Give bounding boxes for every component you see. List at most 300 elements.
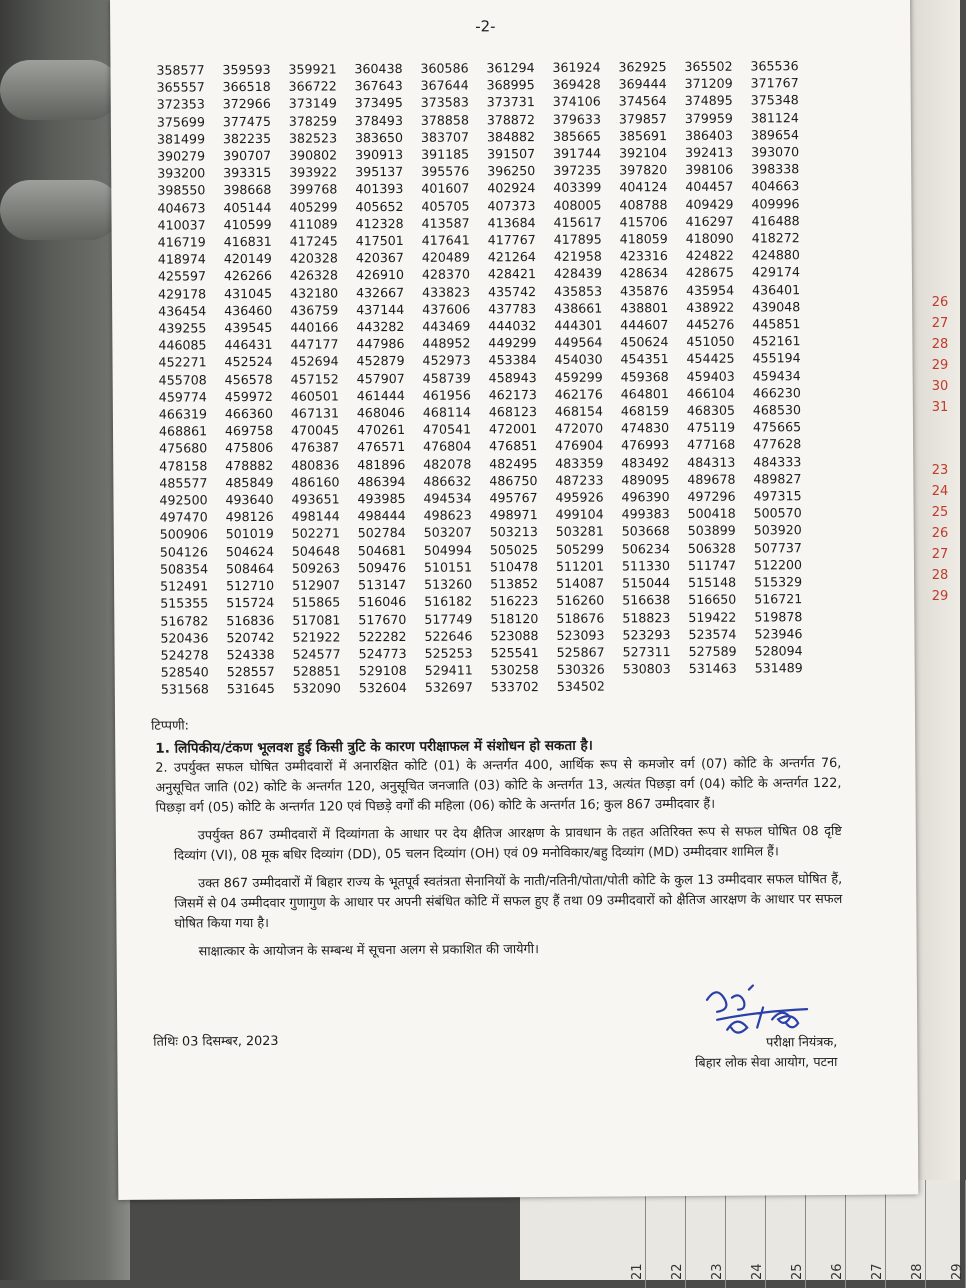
roll-number: 402924	[487, 180, 536, 196]
roll-number: 459774	[158, 389, 207, 405]
roll-number: 507737	[753, 539, 802, 556]
roll-number: 398668	[223, 182, 272, 198]
roll-number: 359593	[222, 61, 271, 78]
roll-number: 498971	[489, 507, 538, 523]
roll-number: 517670	[358, 611, 407, 627]
roll-number: 426328	[289, 267, 339, 284]
roll-number: 484333	[753, 453, 802, 470]
roll-number: 515148	[688, 574, 737, 591]
roll-number: 412328	[355, 215, 404, 232]
calendar-date: 26	[931, 295, 949, 310]
roll-number: 438922	[686, 299, 735, 315]
roll-number: 509263	[291, 560, 341, 576]
note-paragraph-freedom-fighter: उक्त 867 उम्मीदवारों में बिहार राज्य के भूतपूर्व स्वतंत्रता सेनानियों के नाती/नतिनी/पोता/पोती कोटि के कुल 13 उम्मीदवार सफल घोषित हैं, जिसमें से 04 उम्मीदवार गुणागुण के आधार पर अपनी संबंधित कोटि में सफल हुए हैं तथा 09 उम्मीदवारों को क्षैतिज आरक्षण के आधार पर सफल घोषित किया गया है।	[174, 871, 843, 932]
roll-number: 393070	[751, 144, 800, 160]
roll-number: 391185	[421, 146, 470, 162]
roll-number: 527311	[622, 644, 671, 660]
roll-number: 417501	[355, 232, 404, 249]
roll-number: 408788	[619, 196, 668, 213]
calendar-date: 25	[790, 1180, 806, 1288]
roll-number: 405144	[223, 199, 272, 215]
roll-number: 404673	[157, 199, 206, 216]
roll-number: 516721	[754, 591, 803, 607]
roll-number: 530326	[556, 661, 605, 678]
roll-number: 531463	[688, 660, 737, 677]
roll-number: 524338	[226, 646, 275, 663]
roll-number: 374564	[618, 93, 667, 109]
roll-number: 369428	[552, 76, 601, 93]
roll-number: 444607	[620, 317, 669, 333]
roll-number: 515865	[292, 594, 341, 611]
roll-number: 493640	[225, 491, 274, 508]
roll-number: 462176	[554, 386, 603, 402]
roll-number: 365557	[156, 79, 205, 95]
calendar-date: 24	[750, 1180, 766, 1288]
roll-number: 435853	[553, 283, 603, 299]
roll-number: 405299	[289, 199, 338, 215]
roll-number: 452271	[158, 354, 207, 371]
roll-number: 397235	[553, 162, 602, 179]
roll-number: 524773	[358, 645, 407, 662]
roll-number: 408005	[553, 197, 602, 213]
roll-number: 498623	[423, 507, 472, 524]
roll-number: 382523	[288, 130, 338, 146]
roll-number: 409996	[751, 195, 800, 212]
roll-number: 361294	[486, 60, 535, 76]
roll-number: 415706	[619, 213, 668, 230]
note-2: 2. उपर्युक्त सफल घोषित उम्मीदवारों में अनारक्षित कोटि (01) के अन्तर्गत 400, आर्थिक रूप से कमजोर वर्ग (07) कोटि के अन्तर्गत 76, अनुसूचित जाति (02) कोटि के अन्तर्गत 120, अनुसूचित जनजाति (03) कोटि के अन्तर्गत 13, अत्यंत पिछड़ा वर्ग (04) कोटि के अन्तर्गत 122, पिछड़ा वर्ग (05) कोटि के अन्तर्गत 120 एवं पिछड़े वर्गों की महिला (06) कोटि के अन्तर्गत 16; कुल 867 उम्मीदवार हैं।	[155, 755, 842, 816]
roll-number: 359921	[288, 61, 337, 77]
roll-number: 461956	[422, 387, 471, 403]
roll-number: 405705	[421, 198, 470, 214]
roll-number: 431045	[223, 285, 273, 301]
roll-number: 361924	[552, 59, 601, 75]
page-number: -2-	[475, 17, 496, 36]
roll-number: 483359	[555, 455, 604, 471]
roll-number: 418090	[685, 230, 734, 247]
roll-number: 504126	[159, 544, 208, 560]
roll-number: 468530	[752, 402, 802, 418]
roll-number: 505025	[489, 541, 538, 558]
roll-number: 360438	[354, 60, 403, 77]
roll-number: 374895	[684, 93, 733, 109]
roll-number: 396250	[487, 163, 536, 179]
roll-number: 513147	[358, 577, 407, 593]
roll-number: 519422	[688, 609, 737, 625]
roll-number: 524577	[292, 646, 341, 662]
roll-number: 466230	[752, 385, 801, 401]
roll-number: 450624	[620, 334, 669, 350]
roll-number: 421264	[487, 249, 536, 265]
roll-number: 405652	[355, 198, 404, 214]
roll-number: 468305	[686, 402, 736, 419]
roll-number: 417767	[487, 232, 536, 248]
roll-number: 494534	[423, 490, 472, 506]
roll-number: 516223	[490, 593, 539, 609]
roll-number: 499383	[621, 506, 670, 522]
roll-number: 368995	[486, 77, 535, 93]
roll-number: 512710	[226, 577, 275, 594]
roll-number: 428439	[553, 266, 603, 282]
roll-number: 513260	[424, 576, 473, 592]
roll-number: 413587	[421, 215, 470, 231]
roll-number: 516782	[160, 612, 209, 629]
roll-number: 466319	[158, 406, 208, 422]
roll-number: 459434	[752, 367, 801, 384]
roll-number: 489095	[621, 471, 670, 488]
roll-number: 525867	[556, 644, 605, 660]
roll-number: 504648	[291, 543, 340, 559]
roll-number: 403399	[553, 179, 602, 196]
roll-number: 416488	[751, 213, 800, 229]
roll-number: 486160	[291, 474, 340, 490]
calendar-date: 26	[830, 1180, 846, 1288]
roll-number: 462173	[488, 386, 537, 403]
roll-number: 452161	[752, 333, 801, 349]
roll-number: 486394	[357, 473, 406, 490]
roll-number: 476993	[621, 437, 670, 453]
roll-number: 478158	[159, 458, 208, 474]
roll-number: 367643	[354, 78, 403, 94]
roll-number: 428421	[487, 266, 537, 282]
roll-number: 429178	[157, 285, 207, 302]
roll-number: 475119	[686, 419, 736, 436]
roll-number: 502784	[357, 525, 406, 541]
roll-number: 385691	[618, 127, 668, 144]
roll-number: 429174	[751, 264, 801, 280]
roll-number: 515724	[226, 595, 275, 611]
roll-number: 358577	[156, 62, 205, 78]
roll-number: 503668	[621, 523, 670, 539]
note-paragraph-divyang: उपर्युक्त 867 उम्मीदवारों में दिव्यांगता के आधार पर देय क्षैतिज आरक्षण के प्रावधान के तहत अतिरिक्त रूप से सफल घोषित 08 दृष्टि दिव्यांग (VI), 08 मूक बधिर दिव्यांग (DD), 05 चलन दिव्यांग (OH) एवं 09 मनोविकार/बहु दिव्यांग (MD) उम्मीदवार शामिल हैं।	[173, 823, 842, 864]
roll-number: 423316	[619, 248, 668, 264]
roll-number: 454351	[620, 351, 669, 367]
roll-number: 428634	[619, 265, 669, 281]
roll-number: 424880	[751, 247, 800, 263]
roll-number: 385665	[552, 128, 602, 144]
roll-number: 443282	[356, 318, 405, 335]
roll-number: 470261	[356, 422, 406, 438]
signatory-block	[657, 1033, 837, 1074]
roll-number: 438661	[554, 300, 603, 316]
roll-number: 489678	[687, 471, 736, 487]
roll-number: 504624	[225, 543, 274, 559]
roll-number: 446085	[158, 337, 207, 353]
roll-number: 404124	[619, 179, 668, 195]
roll-number: 515355	[160, 595, 209, 611]
roll-number: 428370	[421, 266, 471, 283]
calendar-date: 22	[670, 1180, 686, 1288]
roll-number: 475680	[159, 440, 208, 457]
roll-number: 457907	[356, 370, 405, 386]
roll-number: 501019	[225, 526, 274, 542]
roll-number: 379633	[552, 111, 601, 127]
roll-number: 420367	[355, 250, 404, 266]
roll-number: 500906	[159, 526, 208, 543]
roll-number: 503207	[423, 524, 472, 541]
roll-number: 457152	[290, 371, 339, 387]
roll-number: 404663	[751, 178, 800, 194]
calendar-dates-mid	[920, 460, 960, 607]
roll-number: 454425	[686, 351, 735, 367]
roll-number: 525253	[424, 645, 473, 661]
roll-number: 511201	[555, 558, 605, 574]
roll-number: 475665	[752, 419, 802, 435]
roll-number: 366518	[222, 79, 271, 95]
roll-number: 512491	[160, 578, 209, 594]
date-line: तिथिः 03 दिसम्बर, 2023	[153, 1033, 279, 1050]
roll-number: 383707	[420, 129, 470, 145]
roll-number: 517081	[292, 611, 341, 628]
roll-number: 498444	[357, 508, 406, 524]
roll-number: 470541	[422, 421, 472, 438]
roll-number: 428675	[685, 265, 735, 281]
roll-number: 525541	[490, 644, 539, 661]
binder-ring	[0, 60, 120, 120]
roll-number: 365536	[750, 58, 799, 74]
roll-number: 460501	[290, 388, 339, 404]
roll-number: 436460	[224, 302, 273, 319]
roll-number: 409429	[685, 196, 734, 212]
roll-number: 454030	[554, 352, 603, 368]
roll-number: 485577	[159, 475, 208, 491]
calendar-date: 31	[931, 400, 949, 415]
roll-number: 404457	[685, 179, 734, 195]
roll-number: 503920	[753, 522, 802, 539]
roll-number: 533702	[490, 679, 539, 695]
notes-section	[151, 712, 843, 963]
roll-number: 407373	[487, 197, 536, 213]
roll-number: 497315	[753, 488, 802, 504]
roll-number: 393922	[289, 164, 338, 180]
calendar-date: 27	[931, 547, 949, 562]
roll-number: 503213	[489, 524, 538, 540]
roll-number: 381499	[156, 131, 206, 147]
roll-number: 398106	[685, 161, 734, 178]
roll-number: 379959	[684, 110, 733, 126]
roll-number: 432667	[355, 284, 405, 300]
roll-number: 410599	[223, 216, 272, 233]
roll-number: 373731	[486, 94, 535, 110]
roll-number: 511330	[621, 557, 671, 574]
calendar-date: 28	[931, 337, 949, 352]
roll-number: 386403	[684, 127, 734, 143]
roll-number: 375348	[750, 92, 799, 108]
roll-number: 476571	[357, 439, 406, 455]
roll-number: 485849	[225, 474, 274, 491]
roll-number: 522646	[424, 628, 473, 644]
roll-number: 444301	[554, 317, 603, 333]
notes-heading: टिप्पणी:	[151, 718, 189, 734]
roll-number: 417895	[553, 231, 602, 247]
roll-number: 483492	[621, 454, 670, 471]
roll-number: 416297	[685, 213, 734, 229]
roll-number: 401607	[421, 180, 470, 197]
roll-number: 445276	[686, 316, 735, 333]
roll-number: 392104	[619, 145, 668, 161]
roll-number: 446431	[224, 337, 273, 353]
calendar-date: 28	[931, 568, 949, 583]
roll-number: 452694	[290, 353, 339, 370]
roll-number: 531645	[226, 681, 275, 697]
roll-number: 467131	[290, 405, 340, 421]
roll-number: 516046	[358, 594, 407, 610]
roll-number: 413684	[487, 214, 536, 231]
roll-number: 517749	[424, 610, 473, 627]
roll-number: 378259	[288, 113, 337, 129]
roll-number: 530803	[622, 661, 671, 677]
roll-number: 459972	[224, 388, 273, 405]
roll-number: 496390	[621, 489, 670, 505]
calendar-date: 27	[870, 1180, 886, 1288]
roll-number: 382235	[222, 130, 272, 147]
roll-number: 529108	[358, 663, 407, 679]
roll-number: 416719	[157, 234, 206, 250]
roll-number: 468154	[554, 403, 604, 419]
calendar-date: 23	[710, 1180, 726, 1288]
calendar-date: 29	[931, 589, 949, 604]
roll-number: 523088	[490, 627, 539, 644]
roll-number: 476804	[423, 438, 472, 455]
roll-number: 514087	[556, 575, 605, 591]
roll-number: 515329	[754, 574, 803, 590]
roll-number: 411089	[289, 216, 338, 232]
roll-number: 390913	[355, 146, 404, 163]
roll-number: 523574	[688, 626, 737, 642]
roll-number: 482078	[423, 456, 472, 472]
roll-number: 520436	[160, 630, 209, 646]
roll-number: 439048	[752, 299, 801, 315]
roll-number: 521922	[292, 629, 341, 645]
roll-number: 378872	[486, 111, 535, 127]
roll-number: 371767	[750, 75, 799, 91]
roll-number: 373583	[420, 94, 469, 111]
roll-number: 518120	[490, 610, 539, 626]
roll-number: 466360	[224, 405, 274, 422]
roll-number: 435742	[487, 283, 537, 300]
roll-number: 503899	[687, 523, 736, 539]
roll-number: 518676	[556, 610, 605, 626]
signatory-org: बिहार लोक सेवा आयोग, पटना	[695, 1054, 838, 1071]
roll-number: 486750	[489, 472, 538, 489]
roll-number: 389654	[750, 127, 800, 143]
roll-number: 529411	[424, 662, 473, 678]
roll-number: 393200	[157, 165, 206, 181]
roll-number: 532604	[358, 680, 407, 696]
roll-number: 447986	[356, 336, 405, 352]
roll-number: 452973	[422, 352, 471, 369]
roll-number: 421958	[553, 248, 602, 265]
roll-number: 443469	[422, 318, 471, 334]
roll-number: 476851	[489, 438, 538, 454]
roll-number: 418974	[157, 251, 206, 267]
calendar-date: 25	[931, 505, 949, 520]
calendar-date: 26	[931, 526, 949, 541]
roll-number: 492500	[159, 492, 208, 508]
roll-number: 395576	[421, 163, 470, 180]
roll-number: 532090	[292, 680, 341, 697]
roll-number: 398550	[157, 182, 206, 199]
roll-number: 480836	[291, 457, 340, 473]
roll-number: 401393	[355, 181, 404, 197]
roll-number: 472001	[488, 421, 538, 437]
roll-number: 495926	[555, 489, 604, 505]
roll-number: 528851	[292, 663, 341, 679]
roll-number: 509476	[357, 559, 407, 576]
calendar-date: 29	[931, 358, 949, 373]
roll-number: 516182	[424, 593, 473, 610]
roll-number: 371209	[684, 75, 733, 92]
roll-number: 451050	[686, 333, 735, 350]
roll-number: 484313	[687, 454, 736, 470]
roll-number: 455708	[158, 371, 207, 388]
roll-number: 512907	[292, 577, 341, 593]
roll-number: 377475	[222, 113, 271, 129]
roll-number: 459299	[554, 369, 603, 385]
roll-number: 433823	[421, 284, 471, 300]
roll-number: 482495	[489, 455, 538, 472]
roll-number: 452524	[224, 354, 273, 370]
roll-number: 506328	[687, 540, 736, 556]
roll-number: 448952	[422, 335, 471, 352]
roll-number: 384882	[486, 128, 536, 145]
roll-number: 481896	[357, 456, 406, 472]
roll-number: 372353	[156, 96, 205, 113]
roll-number: 393315	[223, 165, 272, 181]
roll-number: 436401	[751, 281, 801, 298]
roll-number: 444032	[488, 318, 537, 334]
roll-number: 530258	[490, 662, 539, 678]
calendar-date: 21	[630, 1180, 646, 1288]
roll-number: 464801	[620, 385, 669, 402]
roll-number: 378493	[354, 112, 403, 128]
roll-number: 418059	[619, 231, 668, 247]
roll-number: 390279	[157, 148, 206, 164]
calendar-dates-top	[920, 292, 960, 418]
roll-number: 362925	[618, 59, 667, 75]
roll-number: 475806	[225, 440, 274, 456]
roll-number: 455194	[752, 350, 801, 366]
roll-number: 390707	[223, 147, 272, 164]
roll-number: 513852	[490, 576, 539, 592]
roll-number: 379857	[618, 110, 667, 127]
roll-number: 458943	[488, 369, 537, 386]
binder-ring	[0, 180, 120, 240]
roll-number: 516650	[688, 591, 737, 608]
roll-number: 468123	[488, 404, 538, 420]
roll-number: 512200	[753, 557, 803, 573]
roll-number: 458739	[422, 370, 471, 386]
roll-number: 439255	[158, 320, 207, 336]
roll-number: 436454	[158, 303, 207, 319]
roll-number: 487233	[555, 472, 604, 488]
roll-number: 398338	[751, 161, 800, 177]
roll-number: 495767	[489, 490, 538, 506]
roll-number: 445851	[752, 316, 801, 332]
roll-number: 504994	[423, 542, 472, 558]
calendar-date: 28	[910, 1180, 926, 1288]
roll-number: 486632	[423, 473, 472, 489]
roll-number: 532697	[424, 679, 473, 696]
note-paragraph-interview: साक्षात्कार के आयोजन के सम्बन्ध में सूचना अलग से प्रकाशित की जायेगी।	[198, 942, 539, 960]
roll-number: 381124	[750, 109, 799, 126]
roll-number: 438801	[620, 299, 669, 316]
roll-number: 503281	[555, 524, 604, 540]
roll-number: 519878	[754, 608, 803, 625]
roll-number: 437783	[488, 300, 537, 317]
roll-number: 474830	[620, 420, 670, 436]
roll-number: 395137	[355, 164, 404, 180]
